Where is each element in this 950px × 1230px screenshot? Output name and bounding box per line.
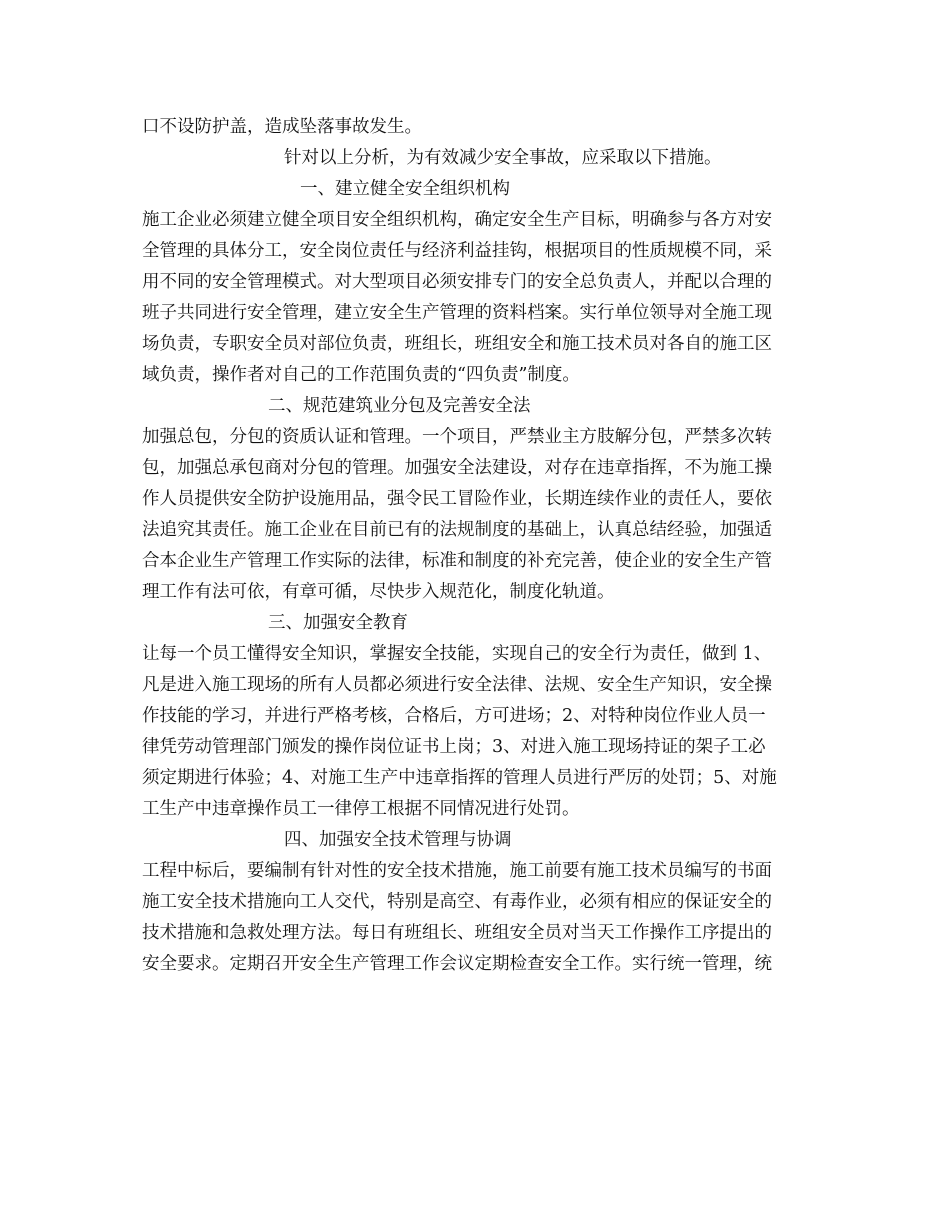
text-line: 凡是进入施工现场的所有人员都必须进行安全法律、法规、安全生产知识，安全操 (142, 675, 772, 695)
text-line: 须定期进行体验；4、对施工生产中违章指挥的管理人员进行严厉的处罚；5、对施 (142, 768, 777, 788)
text-line: 全管理的具体分工，安全岗位责任与经济利益挂钩，根据项目的性质规模不同，采 (142, 241, 772, 261)
text-line: 作技能的学习，并进行严格考核，合格后，方可进场；2、对特种岗位作业人员一 (142, 706, 766, 726)
text-line: 针对以上分析，为有效减少安全事故，应采取以下措施。 (284, 148, 722, 168)
text-line: 施工安全技术措施向工人交代，特别是高空、有毒作业，必须有相应的保证安全的 (142, 892, 772, 912)
text-line: 用不同的安全管理模式。对大型项目必须安排专门的安全总负责人，并配以合理的 (142, 272, 772, 292)
text-line: 加强总包，分包的资质认证和管理。一个项目，严禁业主方肢解分包，严禁多次转 (142, 427, 772, 447)
text-line: 域负责，操作者对自己的工作范围负责的“四负责”制度。 (142, 365, 580, 385)
text-line: 作人员提供安全防护设施用品，强令民工冒险作业，长期连续作业的责任人，要依 (142, 489, 772, 509)
text-line: 施工企业必须建立健全项目安全组织机构，确定安全生产目标，明确参与各方对安 (142, 210, 772, 230)
text-line: 口不设防护盖，造成坠落事故发生。 (142, 117, 422, 137)
text-line: 工程中标后，要编制有针对性的安全技术措施，施工前要有施工技术员编写的书面 (142, 861, 772, 881)
document-body (142, 112, 822, 980)
text-line: 工生产中违章操作员工一律停工根据不同情况进行处罚。 (142, 799, 580, 819)
text-line: 合本企业生产管理工作实际的法律，标准和制度的补充完善，使企业的安全生产管 (142, 551, 772, 571)
text-line: 律凭劳动管理部门颁发的操作岗位证书上岗；3、对进入施工现场持证的架子工必 (142, 737, 766, 757)
text-line: 理工作有法可依，有章可循，尽快步入规范化，制度化轨道。 (142, 582, 615, 602)
section-heading: 二、规范建筑业分包及完善安全法 (268, 396, 531, 416)
text-line: 技术措施和急救处理方法。每日有班组长、班组安全员对当天工作操作工序提出的 (142, 923, 772, 943)
text-line: 法追究其责任。施工企业在目前已有的法规制度的基础上，认真总结经验，加强适 (142, 520, 772, 540)
text-line: 让每一个员工懂得安全知识，掌握安全技能，实现自己的安全行为责任，做到 1、 (142, 644, 772, 664)
section-heading: 四、加强安全技术管理与协调 (284, 830, 512, 850)
text-line: 班子共同进行安全管理，建立安全生产管理的资料档案。实行单位领导对全施工现 (142, 303, 772, 323)
text-line: 安全要求。定期召开安全生产管理工作会议定期检查安全工作。实行统一管理，统 (142, 954, 772, 974)
section-heading: 一、建立健全安全组织机构 (300, 179, 510, 199)
section-heading: 三、加强安全教育 (268, 613, 408, 633)
text-line: 场负责，专职安全员对部位负责，班组长，班组安全和施工技术员对各自的施工区 (142, 334, 772, 354)
text-line: 包，加强总承包商对分包的管理。加强安全法建设，对存在违章指挥，不为施工操 (142, 458, 772, 478)
